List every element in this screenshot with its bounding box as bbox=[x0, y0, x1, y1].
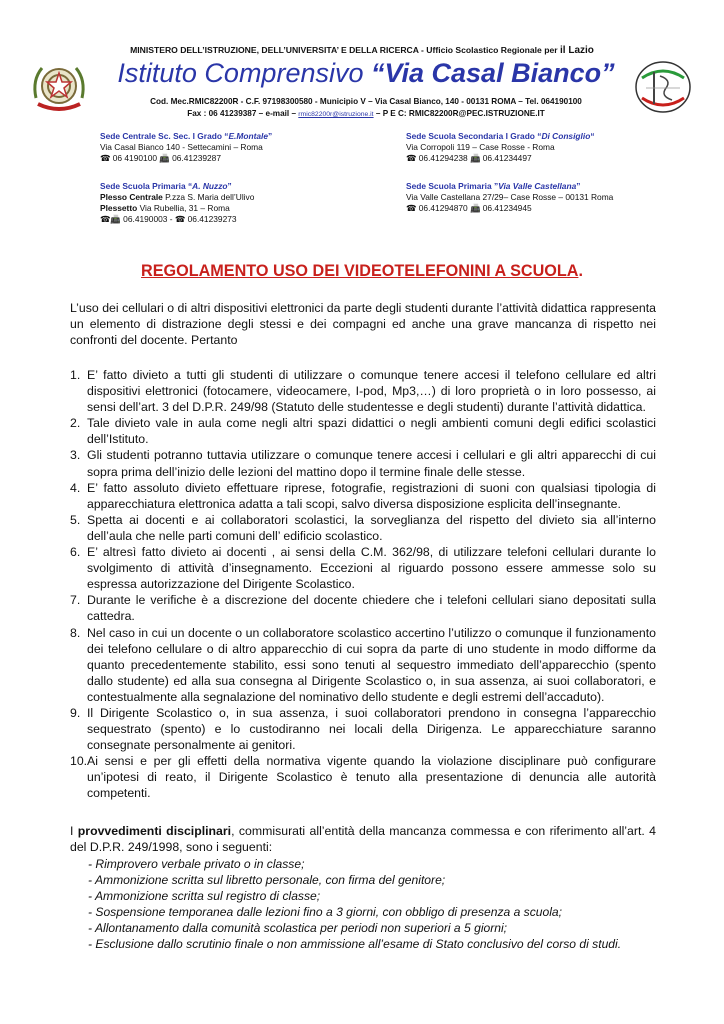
sede-heading: Sede Scuola Primaria “A. Nuzzo” bbox=[100, 181, 232, 191]
rule-item: 8. Nel caso in cui un docente o un collaboratore scolastico accertino l’utilizzo o comunque il funzionamento dei telefono cellulare o di altro apparecchio di cui sopra da parte di uno studente in modo difforme da quanto precedentemente stabilito, essi sono tenuti al sequestro immediato dell’apparecchio (spento dallo studente) ed alla sua consegna al Dirigente Scolastico o, in sua assenza, ai suoi collaboratori, e contestualmente alla segnalazione del nominativo dello studente e degli estremi dell’accaduto). bbox=[70, 625, 656, 704]
penalty-item: - Allontanamento dalla comunità scolastica per periodi non superiori a 5 giorni; bbox=[88, 921, 508, 936]
rule-item: 6. E’ altresì fatto divieto ai docenti , ai sensi della C.M. 362/98, di utilizzare telefoni cellulari durante lo svolgimento di attività d’insegnamento. Eccezioni al riguardo possono essere ammesse solo su espressa autorizzazione del Dirigente Scolastico. bbox=[70, 545, 656, 592]
ministry-text: MINISTERO DELL’ISTRUZIONE, DELL’UNIVERSITA’ E DELLA RICERCA - Ufficio Scolastico Regionale per bbox=[130, 45, 558, 55]
penalty-item: - Sospensione temporanea dalle lezioni fino a 3 giorni, con obbligo di presenza a scuola; bbox=[88, 905, 562, 920]
ministry-header bbox=[0, 45, 724, 56]
title-plain: Istituto Comprensivo bbox=[117, 58, 371, 88]
sede-primaria-valle-castellana bbox=[406, 181, 613, 214]
rule-item: 10. Ai sensi e per gli effetti della normativa vigente quando la violazione disciplinare può configurare un’ipotesi di reato, il Dirigente Scolastico è tenuto alla presentazione di denuncia alle autorità competenti. bbox=[70, 754, 656, 801]
fax-text: Fax : 06 41239387 – e-mail – bbox=[187, 109, 297, 118]
penalty-item: - Rimprovero verbale privato o in classe; bbox=[88, 857, 305, 871]
intro-paragraph: L’uso dei cellulari o di altri dispositivi elettronici da parte degli studenti durante l’attività didattica rappresenta un elemento di distrazione degli stessi e dei compagni ed anche una grave mancanza di rispetto nei confronti del docente. Pertanto bbox=[70, 301, 656, 348]
sede-phone: ☎ 06.41294238 📠 06.41234497 bbox=[406, 153, 532, 163]
rule-item: 2. Tale divieto vale in aula come negli altri spazi didattici o negli ambienti comuni degli edifici scolastici dell’Istituto. bbox=[70, 416, 656, 447]
rule-item: 1. E’ fatto divieto a tutti gli studenti di utilizzare o comunque tenere accesi il telefono cellulare ed altri dispositivi elettronici (fotocamere, videocamere, I-pod, Mp3,…) di loro proprietà o in loro possesso, ai sensi dell’art. 3 del D.P.R. 249/98 (Statuto delle studentesse e degli studenti) durante l’attività didattica. bbox=[70, 368, 656, 415]
document-heading: REGOLAMENTO USO DEI VIDEOTELEFONINI A SCUOLA. bbox=[141, 262, 583, 280]
pec-text: – P E C: RMIC82200R@PEC.ISTRUZIONE.IT bbox=[375, 109, 545, 118]
sede-plesso-centrale: Plesso Centrale P.zza S. Maria dell’Ulivo bbox=[100, 192, 255, 202]
ministry-region: il Lazio bbox=[560, 45, 594, 56]
sede-centrale bbox=[100, 131, 272, 164]
sede-plessetto: Plessetto Via Rubellia, 31 – Roma bbox=[100, 203, 230, 213]
rules-list bbox=[70, 367, 656, 802]
rule-item: 5. Spetta ai docenti e ai collaboratori scolastici, la sorveglianza del rispetto del divieto sia all’interno dell’aula che nelle parti comuni dell’ edificio scolastico. bbox=[70, 512, 656, 543]
email-link[interactable]: rmic82200r@istruzione.it bbox=[298, 111, 374, 118]
sede-heading: Sede Scuola Secondaria I Grado “Di Consiglio“ bbox=[406, 131, 595, 141]
sede-phone: ☎ 06 4190100 📠 06.41239287 bbox=[100, 153, 221, 163]
sede-phone: ☎📠 06.4190003 - ☎ 06.41239273 bbox=[100, 214, 237, 224]
rule-item: 4. E’ fatto assoluto divieto effettuare riprese, fotografie, registrazioni di suoni con qualsiasi tipologia di apparecchiatura elettronica adatta a tali scopi, salvo diversa disposizione esplicita dell’insegnante. bbox=[70, 480, 656, 511]
penalties-list bbox=[88, 856, 688, 953]
sede-address: Via Corropoli 119 – Case Rosse - Roma bbox=[406, 142, 555, 152]
title-bold: “Via Casal Bianco” bbox=[371, 58, 615, 88]
penalty-item: - Ammonizione scritta sul libretto personale, con firma del genitore; bbox=[88, 873, 446, 888]
italian-republic-emblem-icon bbox=[28, 58, 90, 116]
sede-heading: Sede Centrale Sc. Sec. I Grado “E.Montale” bbox=[100, 131, 273, 141]
penalty-item: - Ammonizione scritta sul registro di classe; bbox=[88, 889, 321, 904]
codes-line-2 bbox=[96, 108, 636, 121]
school-title bbox=[96, 58, 636, 89]
sede-primaria-nuzzo bbox=[100, 181, 254, 225]
sede-heading: Sede Scuola Primaria ”Via Valle Castellana” bbox=[406, 181, 581, 191]
sede-secondaria bbox=[406, 131, 595, 164]
sede-phone: ☎ 06.41294870 📠 06.41234945 bbox=[406, 203, 532, 213]
sede-address: Via Valle Castellana 27/29– Case Rosse – 00131 Roma bbox=[406, 192, 614, 202]
rule-item: 9. Il Dirigente Scolastico o, in sua assenza, i suoi collaboratori prendono in consegna l’apparecchio sequestrato (spento) e lo custodiranno nei locali della Dirigenza. Le apparecchiature saranno consegnate personalmente ai genitori. bbox=[70, 705, 656, 753]
school-logo-icon bbox=[632, 58, 694, 116]
rule-item: 3. Gli studenti potranno tuttavia utilizzare o comunque tenere accesi i cellulari e gli altri apparecchi di cui sopra prima dell’inizio delle lezioni del mattino dopo il termine finale delle stesse. bbox=[70, 448, 656, 479]
rule-item: 7. Durante le verifiche è a discrezione del docente chiedere che i telefoni cellulari siano depositati sulla cattedra. bbox=[70, 593, 656, 624]
school-codes bbox=[96, 96, 636, 121]
codes-line-1: Cod. Mec.RMIC82200R - C.F. 97198300580 - Municipio V – Via Casal Bianco, 140 - 00131 ROMA – Tel. 064190100 bbox=[150, 97, 582, 106]
sanctions-paragraph: I provvedimenti disciplinari, commisurati all’entità della mancanza commessa e con riferimento all’art. 4 del D.P.R. 249/1998, sono i seguenti: bbox=[70, 824, 657, 855]
sede-address: Via Casal Bianco 140 - Settecamini – Roma bbox=[100, 142, 263, 152]
penalty-item: - Esclusione dallo scrutinio finale o non ammissione all’esame di Stato conclusivo del corso di studi. bbox=[88, 937, 622, 952]
